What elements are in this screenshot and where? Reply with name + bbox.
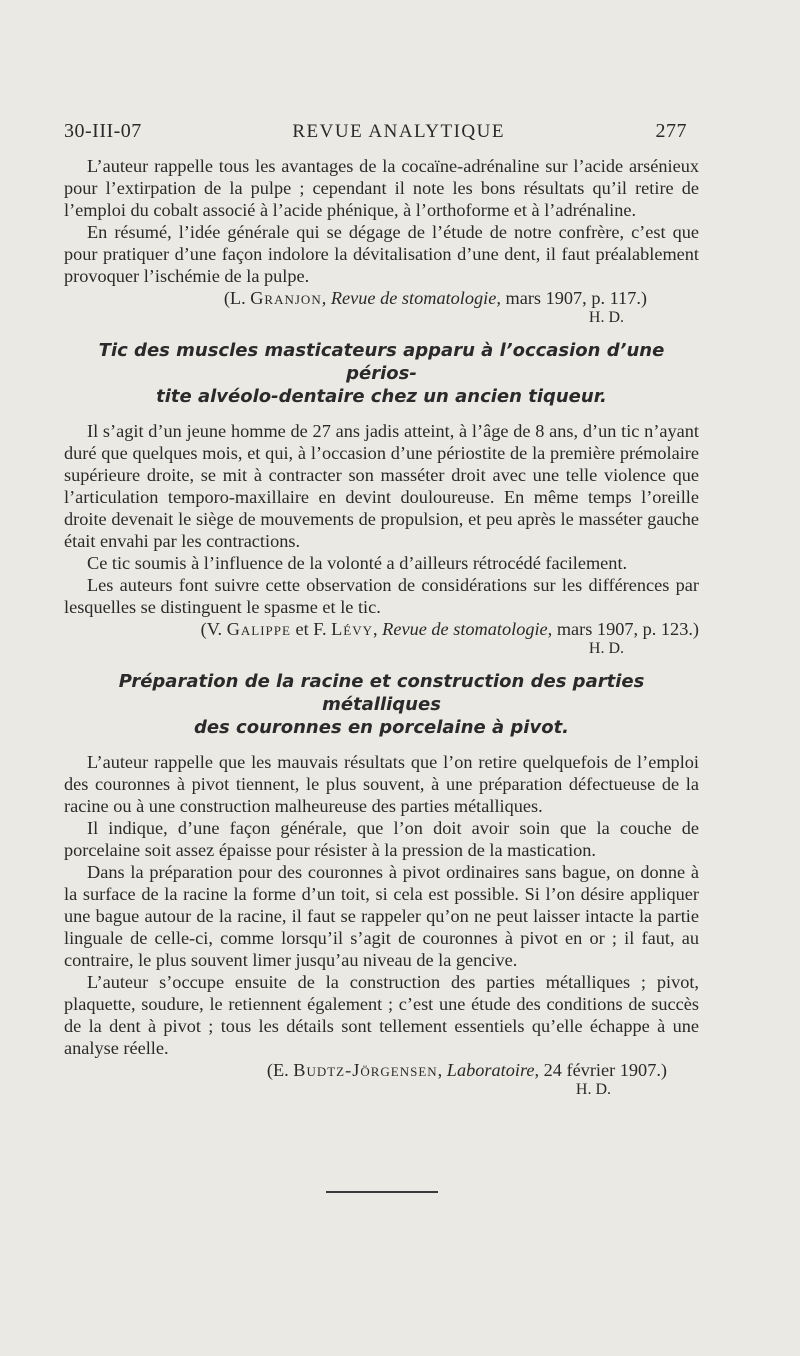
paragraph: Il indique, d’une façon générale, que l’on doit avoir soin que la couche de porcelaine soit assez épaisse pour résister à la pression de la mastication. bbox=[64, 818, 699, 860]
article-body bbox=[64, 155, 699, 1099]
paragraph: En résumé, l’idée générale qui se dégage de l’étude de notre confrère, c’est que pour pratiquer d’une façon indolore la dévitalisation d’une dent, il faut préalablement provoquer l’ischémie de la pulpe. bbox=[64, 222, 699, 286]
citation-author: Galippe bbox=[226, 619, 291, 639]
paragraph: L’auteur s’occupe ensuite de la construction des parties métalliques ; pivot, plaquette, soudure, le retiennent également ; c’est une étude des conditions de succès de la dent à pivot ; tous les détails sont tellement essentiels qu’elle échappe à une analyse réelle. bbox=[64, 972, 699, 1058]
citation-author: Lévy bbox=[331, 619, 374, 639]
header-date: 30-III-07 bbox=[64, 120, 142, 142]
citation-journal: Revue de stomatologie, bbox=[330, 288, 501, 308]
citation-author: Budtz-Jörgensen bbox=[293, 1060, 438, 1080]
author-initials: H. D. bbox=[575, 1081, 611, 1098]
paragraph: Dans la préparation pour des couronnes à pivot ordinaires sans bague, on donne à la surface de la racine la forme d’un toit, si cela est possible. Si l’on désire appliquer une bague autour de la racine, il faut se rappeler qu’on ne peut laisser intacte la partie linguale de celle-ci, comme lorsqu’il s’agit de couronnes à pivot en or ; il faut, au contraire, le plus souvent limer jusqu’au niveau de la gencive. bbox=[64, 862, 699, 970]
author-initials: H. D. bbox=[588, 309, 624, 326]
page-number: 277 bbox=[655, 120, 687, 142]
citation-author: Granjon bbox=[250, 288, 322, 308]
article-title: Tic des muscles masticateurs apparu à l’occasion d’une périos- tite alvéolo-dentaire chez un ancien tiqueur. bbox=[98, 340, 665, 407]
end-rule bbox=[326, 1191, 438, 1193]
paragraph: L’auteur rappelle tous les avantages de la cocaïne-adrénaline sur l’acide arsénieux pour l’extirpation de la pulpe ; cependant il note les bons résultats qu’il retire de l’emploi du cobalt associé à l’acide phénique, à l’orthoforme et à l’adrénaline. bbox=[64, 156, 699, 220]
citation: (L. Granjon, Revue de stomatologie, mars 1907, p. 117.) bbox=[223, 288, 647, 308]
author-initials: H. D. bbox=[588, 640, 624, 657]
paragraph: Ce tic soumis à l’influence de la volonté a d’ailleurs rétrocédé facilement. bbox=[87, 553, 628, 573]
paragraph: L’auteur rappelle que les mauvais résultats que l’on retire quelquefois de l’emploi des couronnes à pivot tiennent, le plus souvent, à une préparation défectueuse de la racine ou à une construction malheureuse des parties métalliques. bbox=[64, 752, 699, 816]
citation: (E. Budtz-Jörgensen, Laboratoire, 24 février 1907.) bbox=[266, 1060, 667, 1080]
citation-journal: Revue de stomatologie, bbox=[382, 619, 553, 639]
citation-journal: Laboratoire, bbox=[446, 1060, 540, 1080]
article-title: Préparation de la racine et construction des parties métalliques des couronnes en porcelaine à pivot. bbox=[118, 671, 645, 738]
running-header bbox=[64, 120, 687, 143]
header-title: REVUE ANALYTIQUE bbox=[292, 121, 505, 142]
paragraph: Il s’agit d’un jeune homme de 27 ans jadis atteint, à l’âge de 8 ans, d’un tic n’ayant duré que quelques mois, et qui, à l’occasion d’une périostite de la première prémolaire supérieure droite, se mit à contracter son masséter droit avec une telle violence que l’articulation temporo-maxillaire en devint douloureuse. En même temps l’oreille droite devenait le siège de mouvements de propulsion, et peu après le masséter gauche était envahi par les contractions. bbox=[64, 421, 699, 551]
paragraph: Les auteurs font suivre cette observation de considérations sur les différences par lesquelles se distinguent le spasme et le tic. bbox=[64, 575, 699, 617]
citation: (V. Galippe et F. Lévy, Revue de stomatologie, mars 1907, p. 123.) bbox=[200, 619, 699, 639]
